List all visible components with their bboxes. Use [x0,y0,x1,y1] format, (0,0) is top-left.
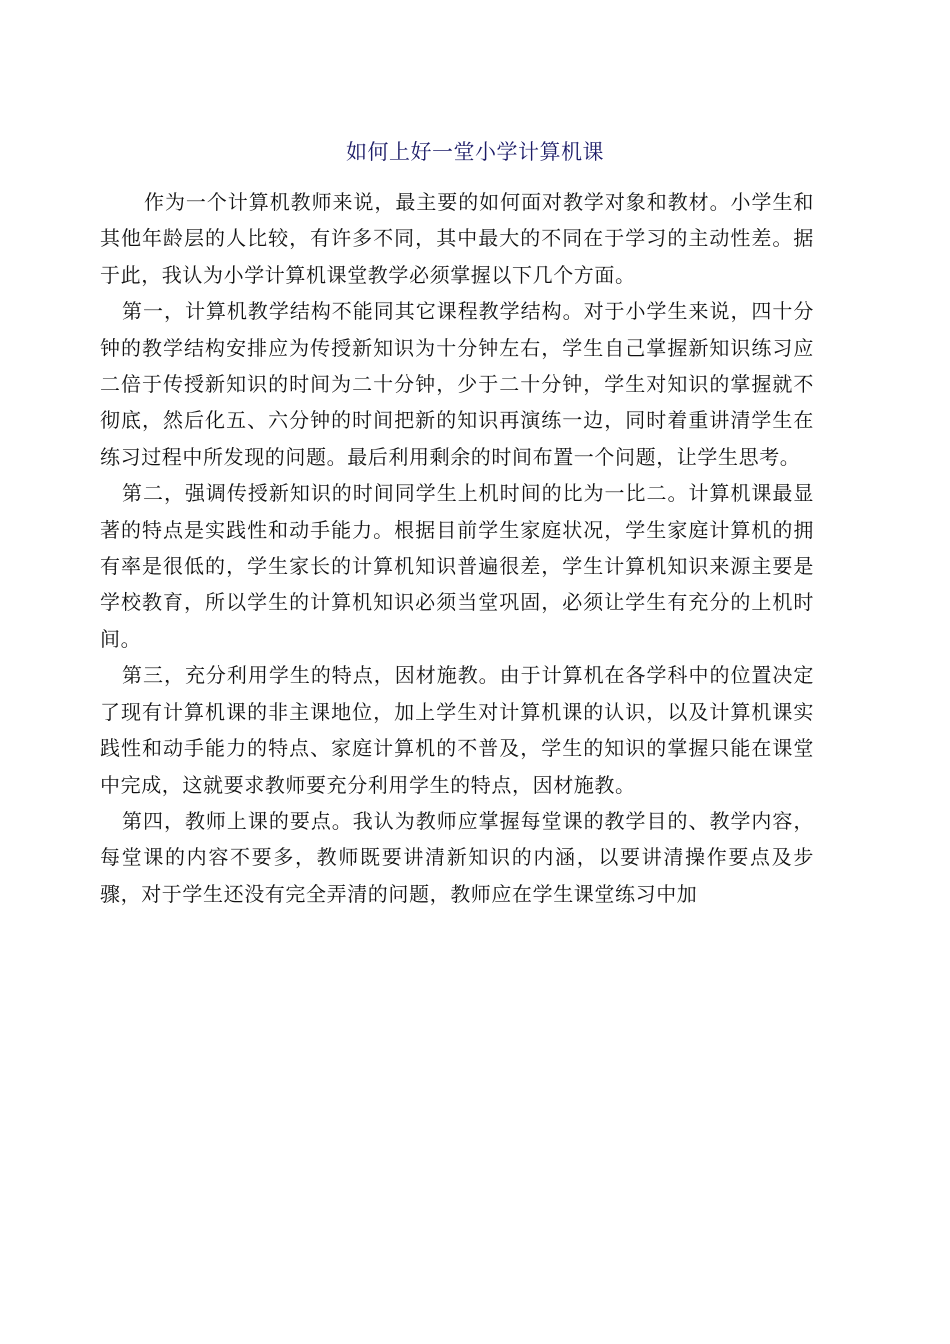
paragraph-third-point: 第三，充分利用学生的特点，因材施教。由于计算机在各学科中的位置决定了现有计算机课的非主课地位，加上学生对计算机课的认识，以及计算机课实践性和动手能力的特点、家庭计算机的不普及，学生的知识的掌握只能在课堂中完成，这就要求教师要充分利用学生的特点，因材施教。 [100,663,814,797]
document-body [100,184,814,912]
paragraph-fourth-point: 第四，教师上课的要点。我认为教师应掌握每堂课的教学目的、教学内容，每堂课的内容不要多，教师既要讲清新知识的内涵，以要讲清操作要点及步骤，对于学生还没有完全弄清的问题，教师应在学生课堂练习中加 [100,808,814,906]
document-title: 如何上好一堂小学计算机课 [346,140,604,164]
paragraph-intro: 作为一个计算机教师来说，最主要的如何面对教学对象和教材。小学生和其他年龄层的人比较，有许多不同，其中最大的不同在于学习的主动性差。据于此，我认为小学计算机课堂教学必须掌握以下几个方面。 [100,190,814,287]
paragraph-first-point: 第一，计算机教学结构不能同其它课程教学结构。对于小学生来说，四十分钟的教学结构安排应为传授新知识为十分钟左右，学生自己掌握新知识练习应二倍于传授新知识的时间为二十分钟，少于二十分钟，学生对知识的掌握就不彻底，然后化五、六分钟的时间把新的知识再演练一边，同时着重讲清学生在练习过程中所发现的问题。最后利用剩余的时间布置一个问题，让学生思考。 [100,299,814,469]
paragraph-second-point: 第二，强调传授新知识的时间同学生上机时间的比为一比二。计算机课最显著的特点是实践性和动手能力。根据目前学生家庭状况，学生家庭计算机的拥有率是很低的，学生家长的计算机知识普遍很差，学生计算机知识来源主要是学校教育，所以学生的计算机知识必须当堂巩固，必须让学生有充分的上机时间。 [100,481,814,651]
